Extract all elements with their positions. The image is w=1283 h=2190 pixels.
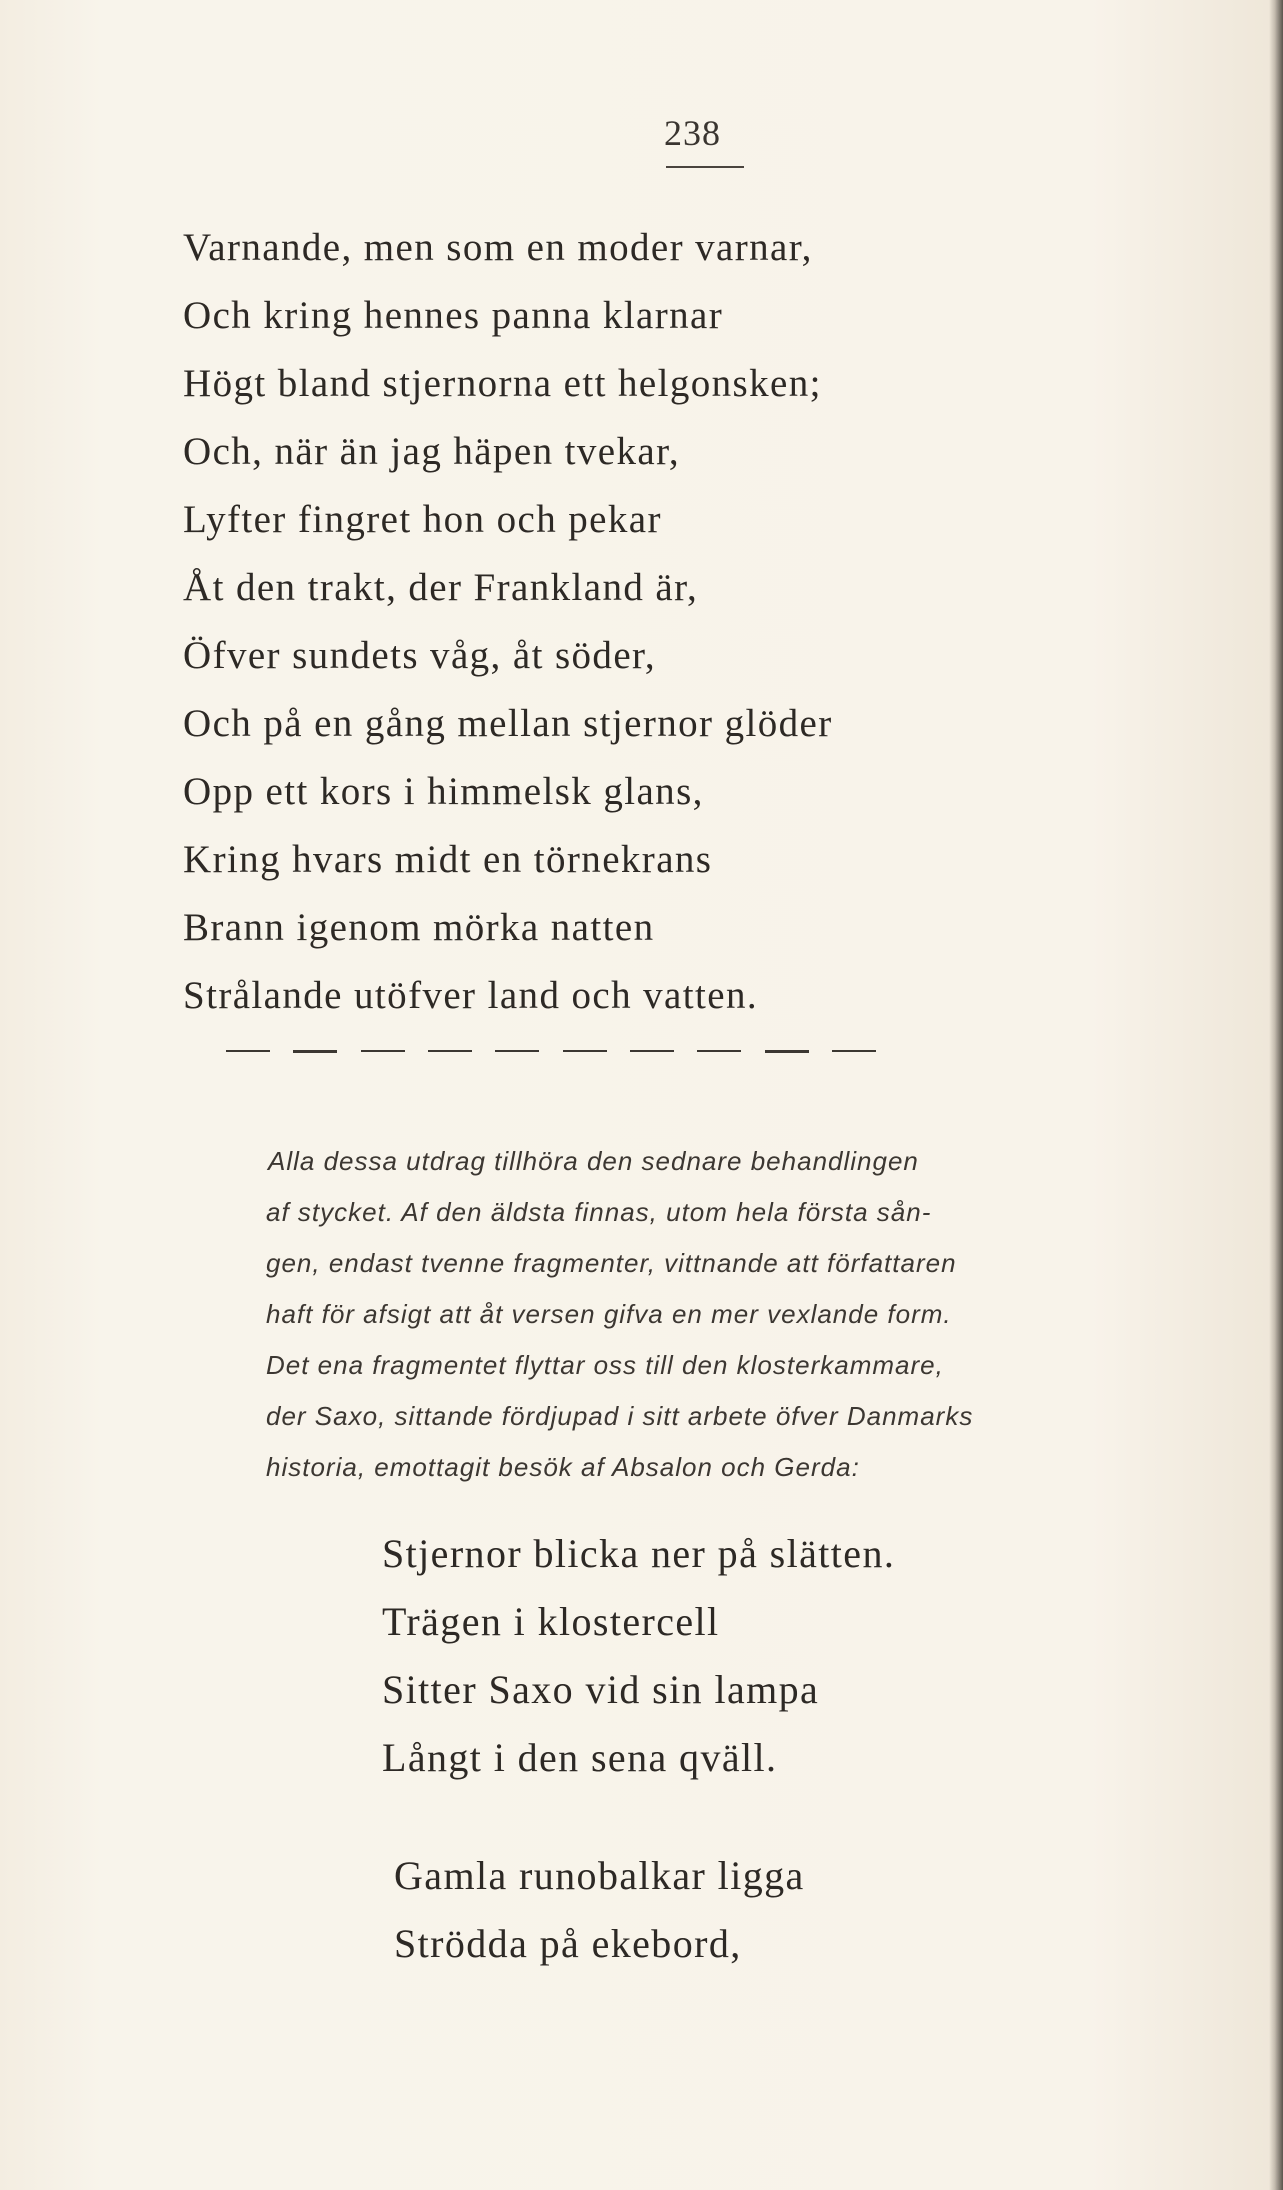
verse-line: Kring hvars midt en törnekrans xyxy=(183,838,713,881)
section-divider xyxy=(226,1050,876,1053)
first-stanza xyxy=(183,214,1083,1030)
verse-line: Och på en gång mellan stjernor glöder xyxy=(183,702,833,745)
divider-dash xyxy=(630,1050,674,1052)
verse-line: Långt i den sena qväll. xyxy=(382,1735,778,1780)
note-line: Det ena fragmentet flyttar oss till den klosterkammare, xyxy=(266,1350,944,1380)
divider-dash xyxy=(563,1050,607,1052)
verse-line: Gamla runobalkar ligga xyxy=(394,1853,805,1898)
divider-dash xyxy=(428,1050,472,1052)
note-line: gen, endast tvenne fragmenter, vittnande att författaren xyxy=(266,1248,957,1278)
divider-dash xyxy=(697,1050,741,1052)
note-line: af stycket. Af den äldsta finnas, utom hela första sån- xyxy=(266,1197,932,1227)
verse-line: Lyfter fingret hon och pekar xyxy=(183,498,662,541)
verse-line: Varnande, men som en moder varnar, xyxy=(183,226,813,269)
third-stanza xyxy=(394,1842,1094,1978)
note-line: historia, emottagit besök af Absalon och Gerda: xyxy=(266,1452,860,1482)
verse-line: Strålande utöfver land och vatten. xyxy=(183,974,758,1017)
note-line: haft för afsigt att åt versen gifva en mer vexlande form. xyxy=(266,1299,952,1329)
verse-line: Opp ett kors i himmelsk glans, xyxy=(183,770,704,813)
note-line: Alla dessa utdrag tillhöra den sednare behandlingen xyxy=(268,1146,919,1176)
divider-dash xyxy=(361,1050,405,1052)
verse-line: Strödda på ekebord, xyxy=(394,1921,742,1966)
page-edge-shadow xyxy=(1269,0,1283,2190)
verse-line: Och kring hennes panna klarnar xyxy=(183,294,724,337)
verse-line: Åt den trakt, der Frankland är, xyxy=(183,566,699,609)
verse-line: Och, när än jag häpen tvekar, xyxy=(183,430,681,473)
divider-dash xyxy=(765,1050,809,1053)
divider-dash xyxy=(832,1050,876,1052)
verse-line: Högt bland stjernorna ett helgonsken; xyxy=(183,362,822,405)
verse-line: Brann igenom mörka natten xyxy=(183,906,655,949)
editorial-note xyxy=(268,1136,1188,1493)
divider-dash xyxy=(293,1050,337,1053)
second-stanza xyxy=(382,1520,1082,1792)
divider-dash xyxy=(495,1050,539,1052)
note-line: der Saxo, sittande fördjupad i sitt arbete öfver Danmarks xyxy=(266,1401,974,1431)
page-number-rule xyxy=(666,166,744,168)
verse-line: Stjernor blicka ner på slätten. xyxy=(382,1531,896,1576)
verse-line: Trägen i klostercell xyxy=(382,1599,720,1644)
divider-dash xyxy=(226,1050,270,1052)
verse-line: Sitter Saxo vid sin lampa xyxy=(382,1667,820,1712)
verse-line: Öfver sundets våg, åt söder, xyxy=(183,634,657,677)
page-number: 238 xyxy=(664,113,721,153)
